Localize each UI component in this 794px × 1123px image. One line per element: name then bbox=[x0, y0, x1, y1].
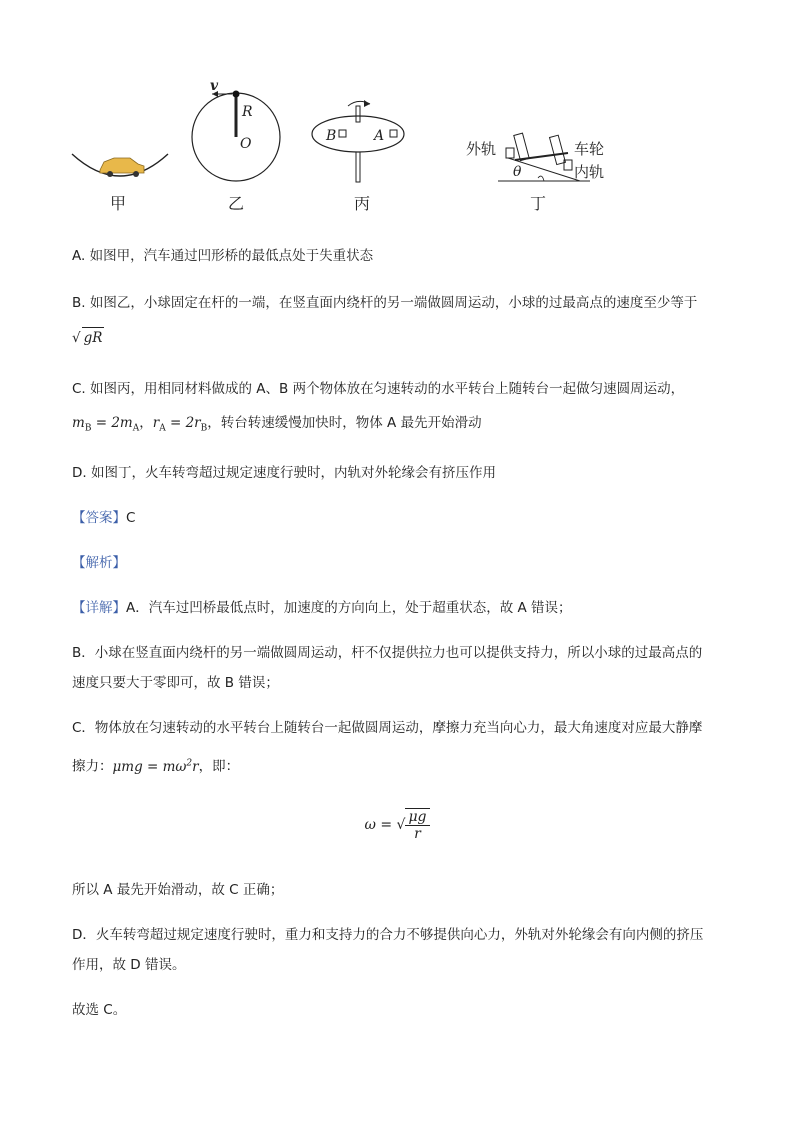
ball bbox=[233, 91, 240, 98]
label-O: O bbox=[240, 136, 252, 152]
figure-yi bbox=[192, 78, 280, 213]
label-B: B bbox=[326, 128, 337, 144]
detail-c-line2-tail: ，即： bbox=[198, 758, 240, 775]
figure-jia bbox=[72, 154, 168, 213]
detail-a bbox=[72, 598, 572, 618]
figure-bing bbox=[312, 100, 404, 213]
figure-ding bbox=[466, 133, 604, 213]
analysis-heading bbox=[72, 553, 126, 573]
detail-label: 【详解】 bbox=[72, 600, 126, 616]
detail-c-line3: 所以 A 最先开始滑动，故 C 正确； bbox=[72, 882, 284, 898]
label-R: R bbox=[242, 104, 253, 120]
label-jia: 甲 bbox=[109, 194, 127, 213]
option-a: A. 如图甲，汽车通过凹形桥的最低点处于失重状态 bbox=[72, 248, 374, 264]
answer-value: C bbox=[126, 510, 136, 526]
physics-figure bbox=[60, 78, 640, 218]
label-yi: 乙 bbox=[227, 194, 245, 213]
detail-c-line2: 擦力：$\mu mg = m\omega^2r$，即： bbox=[72, 758, 240, 775]
label-outer-rail: 外轨 bbox=[466, 140, 497, 158]
omega-formula: ω = √ $\frac{\mu g}{r}$ bbox=[0, 808, 794, 842]
option-b-line1: B. 如图乙，小球固定在杆的一端，在竖直面内绕杆的另一端做圆周运动，小球的过最高点的速度至少等于 bbox=[72, 295, 698, 311]
label-v: v bbox=[210, 78, 219, 94]
detail-c-line1: C．物体放在匀速转动的水平转台上随转台一起做圆周运动，摩擦力充当向心力，最大角速度对应最大静摩 bbox=[72, 720, 703, 736]
option-c-line1: C. 如图丙，用相同材料做成的 A、B 两个物体放在匀速转动的水平转台上随转台一起做匀速圆周运动， bbox=[72, 381, 685, 397]
label-wheel: 车轮 bbox=[574, 140, 605, 158]
label-theta: θ bbox=[513, 164, 522, 180]
detail-d-line2: 作用，故 D 错误。 bbox=[72, 957, 186, 973]
analysis-label: 【解析】 bbox=[72, 555, 126, 571]
option-d: D. 如图丁，火车转弯超过规定速度行驶时，内轨对外轮缘会有挤压作用 bbox=[72, 465, 496, 481]
detail-b-line2: 速度只要大于零即可，故 B 错误； bbox=[72, 675, 279, 691]
label-inner-rail: 内轨 bbox=[574, 163, 605, 181]
car-icon bbox=[100, 158, 144, 173]
label-A: A bbox=[374, 128, 385, 144]
detail-a-text: A．汽车过凹桥最低点时，加速度的方向向上，处于超重状态，故 A 错误； bbox=[126, 600, 572, 616]
detail-b-line1: B．小球在竖直面内绕杆的另一端做圆周运动，杆不仅提供拉力也可以提供支持力，所以小球的过最高点的 bbox=[72, 645, 703, 661]
detail-c-line2-head: 擦力： bbox=[72, 758, 113, 775]
detail-d-line1: D．火车转弯超过规定速度行驶时，重力和支持力的合力不够提供向心力，外轨对外轮缘会有向内侧的挤压 bbox=[72, 927, 704, 943]
sqrt-gR: gR bbox=[82, 327, 105, 348]
answer-label: 【答案】 bbox=[72, 510, 126, 526]
conclusion: 故选 C。 bbox=[72, 1002, 127, 1018]
label-ding: 丁 bbox=[529, 194, 547, 213]
option-b-formula: √ gR bbox=[72, 327, 104, 348]
answer bbox=[72, 508, 135, 528]
label-bing: 丙 bbox=[353, 194, 371, 213]
option-c-line2-text: ，转台转速缓慢加快时，物体 A 最先开始滑动 bbox=[207, 415, 482, 431]
option-c-line2: $m_B = 2m_A$，$r_A = 2r_B$，转台转速缓慢加快时，物体 A 最先开始滑动 bbox=[72, 415, 482, 434]
